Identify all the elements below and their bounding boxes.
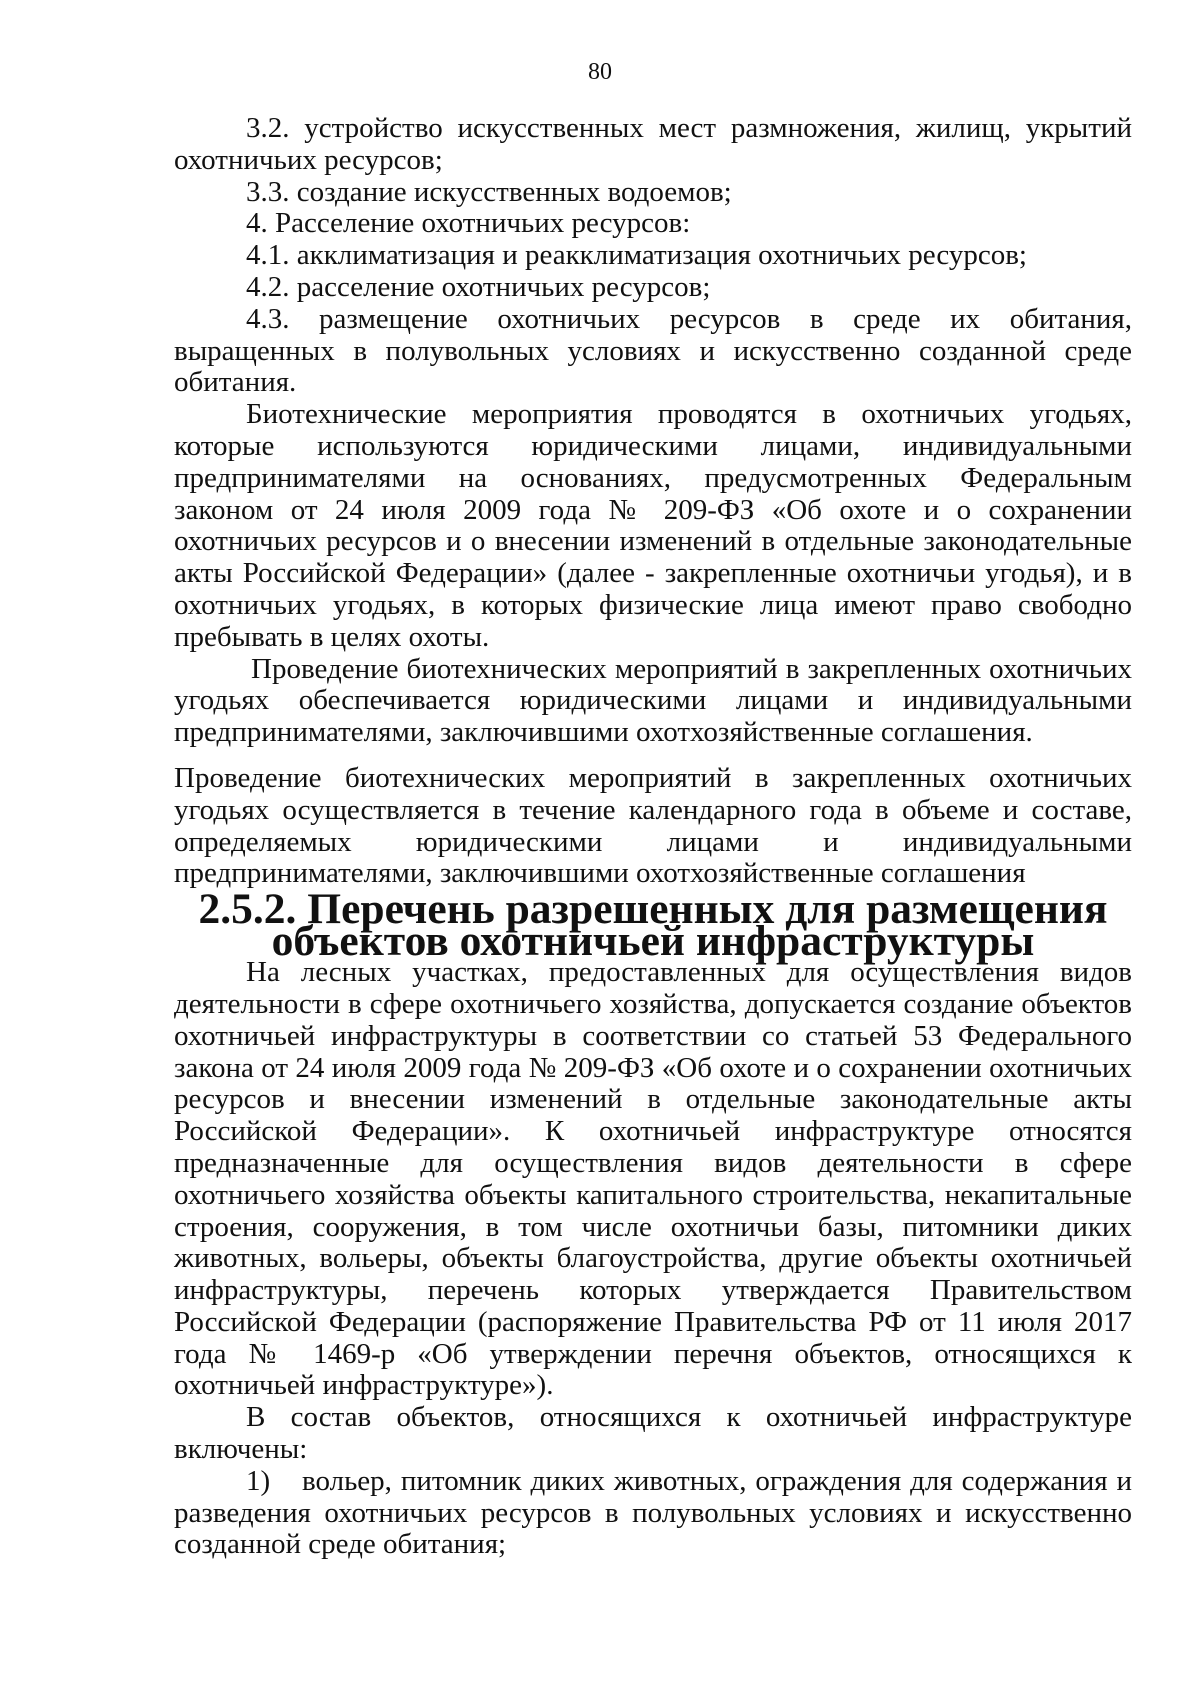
paragraph-3-2: 3.2. устройство искусственных мест размножения, жилищ, укрытий охотничьих ресурсов; <box>174 112 1132 176</box>
list-item <box>174 1466 1132 1561</box>
paragraph-infrastructure-composition: В состав объектов, относящихся к охотничьей инфраструктуре включены: <box>174 1401 1132 1466</box>
paragraph-3-3: 3.3. создание искусственных водоемов; <box>246 175 732 208</box>
list-item-text: вольер, питомник диких животных, ограждения для содержания и разведения охотничьих ресурсов в полувольных условиях и искусственно созданной среде обитания; <box>174 1464 1132 1561</box>
document-body <box>174 113 1132 1561</box>
paragraph-biotech-provision: Проведение биотехнических мероприятий в закрепленных охотничьих угодьях обеспечивается юридическими лицами и индивидуальными предпринимателями, заключившими охотхозяйственные соглашения. <box>174 652 1132 749</box>
section-heading: 2.5.2. Перечень разрешенных для размещения объектов охотничьей инфраструктуры <box>198 885 1108 966</box>
paragraph-4: 4. Расселение охотничьих ресурсов: <box>246 207 691 240</box>
page-number: 80 <box>588 59 612 85</box>
list-item-number: 1) <box>246 1464 271 1497</box>
paragraph-4-2: 4.2. расселение охотничьих ресурсов; <box>246 270 711 303</box>
paragraph-4-3: 4.3. размещение охотничьих ресурсов в среде их обитания, выращенных в полувольных условиях и искусственно созданной среде обитания. <box>174 302 1132 399</box>
paragraph-biotech-schedule: Проведение биотехнических мероприятий в закрепленных охотничьих угодьях осуществляется в течение календарного года в объеме и составе, определяемых юридическими лицами и индивидуальными предпринимателями, заключившими охотхозяйственные соглашения <box>174 761 1132 890</box>
paragraph-infrastructure-basis: На лесных участках, предоставленных для осуществления видов деятельности в сфере охотничьего хозяйства, допускается создание объектов охотничьей инфраструктуры в соответствии со статьей 53 Федерального закона от 24 июля 2009 года № 209-ФЗ «Об охоте и о сохранении охотничьих ресурсов и внесении изменений в отдельные законодательные акты Российской Федерации». К охотничьей инфраструктуре относятся предназначенные для осуществления видов деятельности в сфере охотничьего хозяйства объекты капитального строительства, некапитальные строения, сооружения, в том числе охотничьи базы, питомники диких животных, вольеры, объекты благоустройства, другие объекты охотничьей инфраструктуры, перечень которых утверждается Правительством Российской Федерации (распоряжение Правительства РФ от 11 июля 2017 года № 1469-р «Об утверждении перечня объектов, относящихся к охотничьей инфраструктуре»). <box>174 956 1132 1402</box>
paragraph-biotech-grounds: Биотехнические мероприятия проводятся в охотничьих угодьях, которые используются юридическими лицами, индивидуальными предпринимателями на основаниях, предусмотренных Федеральным законом от 24 июля 2009 года № 209-ФЗ «Об охоте и о сохранении охотничьих ресурсов и о внесении изменений в отдельные законодательные акты Российской Федерации» (далее - закрепленные охотничьи угодья), и в охотничьих угодьях, в которых физические лица имеют право свободно пребывать в целях охоты. <box>174 398 1132 653</box>
paragraph-4-1: 4.1. акклиматизация и реакклиматизация охотничьих ресурсов; <box>246 239 1027 272</box>
